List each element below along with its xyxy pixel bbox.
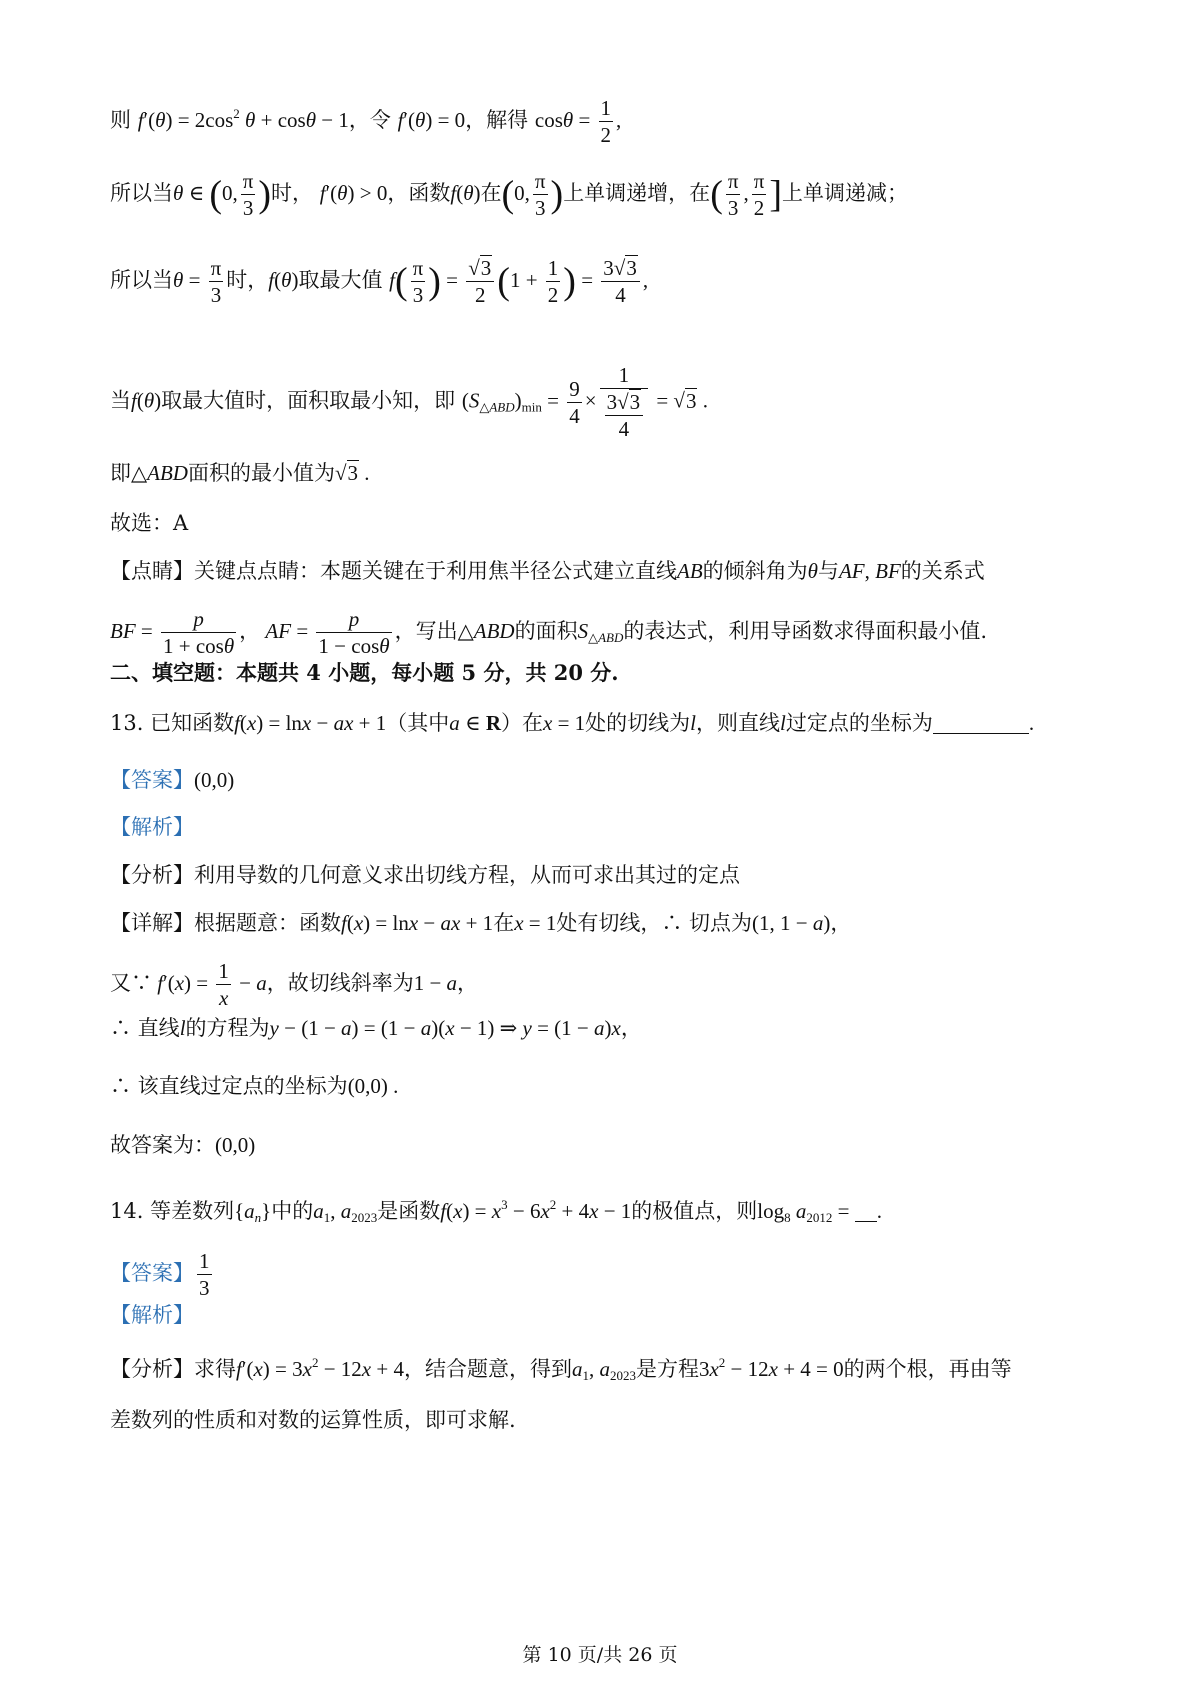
- text-line-6: 故选：A: [110, 511, 189, 535]
- detail-13-line-2: 又∵ f′(x) = $\frac{1}{x}$ − a，故切线斜率为1 − a，: [110, 959, 479, 1010]
- dianjing-tag: 【点睛】: [110, 559, 194, 583]
- text-line-8: BF = $\frac{p}{1 + \cos\theta}$ ， AF = $\frac{p}{1 - \cos\theta}$ ，写出△ABD的面积$S_{\triangle ABD}$的表达式，利用导函数求得面积最小值.: [110, 607, 988, 658]
- text-segment: 取最大值时，面积取最小知，即: [161, 388, 456, 413]
- text-segment: 则: [110, 108, 131, 132]
- text-segment: 又∵: [110, 971, 152, 995]
- text-segment: 故答案为：: [110, 1133, 215, 1157]
- text-segment: 时，: [271, 181, 314, 205]
- analysis-14-line-1: 【分析】求得$f'(x) = 3x^2 - 12x + 4$，结合题意，得到$a_1$, $a_{2023}$是方程$3x^2 - 12x + 4 = 0$的两个根，再由等: [110, 1355, 1012, 1383]
- text-segment: （其中: [386, 711, 450, 735]
- text-segment: 是函数: [377, 1199, 441, 1223]
- answer-blank: [855, 1221, 877, 1222]
- answer-tag: 【答案】: [110, 1261, 194, 1285]
- answer-value: (0,0): [194, 768, 235, 792]
- text-segment: 的倾斜角为: [702, 559, 808, 583]
- text-line-7: 【点睛】关键点点睛：本题关键在于利用焦半径公式建立直线AB的倾斜角为θ与AF, BF的关系式: [110, 559, 985, 583]
- answer-13: [110, 765, 1105, 795]
- text-segment: ∴ 该直线过定点的坐标为: [110, 1074, 348, 1098]
- question-13: 13. 已知函数f(x) = lnx − ax + 1（其中a ∈ R）在x = 1处的切线为l，则直线l过定点的坐标为 .: [110, 711, 1035, 735]
- text-segment: 中的: [271, 1199, 314, 1223]
- text-segment: 处的切线为: [585, 711, 691, 735]
- final-answer-13: [110, 1130, 1105, 1160]
- fenxi-tag: 【分析】: [110, 1357, 194, 1381]
- text-segment: 取最大值: [298, 268, 383, 292]
- text-segment: 上单调递减；: [781, 181, 908, 205]
- text-segment: 求得: [194, 1357, 236, 1381]
- text-segment: 上单调递增，在: [563, 181, 711, 205]
- fenxi-tag: 【分析】: [110, 863, 194, 887]
- text-segment: ，写出: [394, 619, 458, 643]
- text-line-3: 所以当θ = $\frac{\pi}{3}$ 时，f(θ)取最大值 f( $\frac{\pi}{3}$ ) = $\frac{√3}{2}$ (1 + $\frac{1}{2}$ ) = $\frac{3√3}{4}$ ,: [110, 256, 649, 307]
- text-segment: 所以当: [110, 268, 173, 292]
- answer-14: [110, 1248, 1105, 1301]
- text-segment: 的方程为: [185, 1016, 270, 1040]
- answer-denominator: 3: [199, 1276, 210, 1300]
- text-segment: 面积的最小值为: [187, 461, 335, 485]
- text-line-4: 当f(θ)取最大值时，面积取最小知，即 $(S_{\triangle ABD})_{min}$ = $\frac{9}{4}$ × $\frac{1}{\frac{3√3}{4}}$ = √3 .: [110, 363, 708, 441]
- text-segment: ）在: [500, 711, 543, 735]
- text-segment: ，结合题意，得到: [403, 1357, 572, 1381]
- detail-13-line-3: ∴ 直线l的方程为y − (1 − a) = (1 − a)(x − 1) ⇒ y = (1 − a)x，: [110, 1016, 642, 1040]
- text-segment: 与: [817, 559, 839, 583]
- text-segment: 根据题意：函数: [194, 911, 341, 935]
- text-segment: ，则直线: [696, 711, 780, 735]
- answer-blank: [933, 733, 1029, 734]
- text-segment: 时，: [226, 268, 269, 292]
- text-segment: 当: [110, 388, 131, 413]
- section-title: 二、填空题：本题共 4 小题，每小题 5 分，共 20 分.: [110, 660, 619, 685]
- answer-tag: 【答案】: [110, 768, 194, 792]
- jiexi-tag: 【解析】: [110, 815, 194, 839]
- text-segment: 的表达式，利用导函数求得面积最小值.: [623, 619, 988, 643]
- jiexi-tag: 【解析】: [110, 1303, 194, 1327]
- final-answer-value: (0,0): [215, 1133, 256, 1157]
- text-line-2: 所以当θ ∈ (0, $\frac{\pi}{3}$ )时， f′(θ) > 0，函数f(θ)在(0, $\frac{\pi}{3}$ )上单调递增，在( $\frac{\pi}{3}$ , $\frac{\pi}{2}$ ]上单调递减；: [110, 169, 908, 220]
- text-segment: 13. 已知函数: [110, 711, 235, 735]
- text-segment: 14. 等差数列: [110, 1199, 235, 1223]
- analysis-13: [110, 860, 1105, 890]
- text-segment: 即: [110, 461, 131, 485]
- detail-13-line-1: 【详解】根据题意：函数f(x) = lnx − ax + 1在x = 1处有切线，∴ 切点为(1, 1 − a)，: [110, 911, 852, 935]
- analysis-14-line-2: 差数列的性质和对数的运算性质，即可求解.: [110, 1408, 516, 1432]
- text-segment: ，故切线斜率为: [266, 971, 414, 995]
- text-segment: 的两个根，再由等: [843, 1357, 1012, 1381]
- text-segment: 的面积: [514, 619, 578, 643]
- question-14: 14. 等差数列$\{a_n\}$中的$a_1$, $a_{2023}$是函数$f(x) = x^3 - 6x^2 + 4x - 1$的极值点，则$\log_8 a_{2012}$ = .: [110, 1197, 882, 1225]
- text-segment: ，令: [348, 108, 391, 132]
- text-segment: ，解得: [465, 108, 529, 132]
- text-segment: 在: [480, 181, 502, 205]
- text-segment: 利用导数的几何意义求出切线方程，从而可求出其过的定点: [194, 863, 740, 887]
- text-segment: 关键点点睛：本题关键在于利用焦半径公式建立直线: [194, 559, 677, 583]
- text-segment: ，函数: [387, 181, 451, 205]
- xiangjie-tag: 【详解】: [110, 911, 194, 935]
- text-line-5: 即△ABD面积的最小值为√3 .: [110, 461, 370, 485]
- text-segment: 是方程: [635, 1357, 699, 1381]
- text-segment: ∴ 直线: [110, 1016, 180, 1040]
- text-segment: 的极值点，则: [631, 1199, 758, 1223]
- text-segment: 的关系式: [900, 559, 985, 583]
- text-segment: 在: [493, 911, 515, 935]
- text-segment: 所以当: [110, 181, 173, 205]
- answer-numerator: 1: [199, 1249, 210, 1273]
- text-segment: 处有切线，∴ 切点为: [556, 911, 753, 935]
- text-line-1: 则 $f'(\theta) = 2\cos^2$ θ + cosθ − 1，令 f′(θ) = 0，解得 cosθ = $\frac{1}{2}$ ,: [110, 96, 622, 147]
- text-segment: 过定点的坐标为: [785, 711, 933, 735]
- page-footer: 第 10 页/共 26 页: [522, 1644, 678, 1666]
- detail-13-line-4: ∴ 该直线过定点的坐标为(0,0) .: [110, 1074, 399, 1098]
